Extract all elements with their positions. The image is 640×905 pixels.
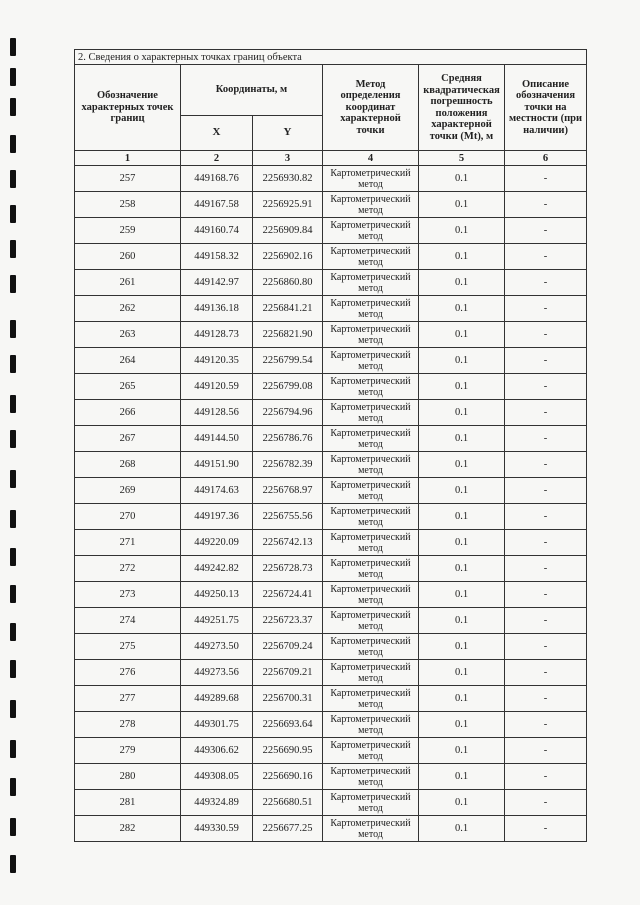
binding-hole [10,135,16,153]
table-row [75,816,587,842]
method-cell: Картометрический метод [323,738,419,764]
x-coordinate-cell: 449167.58 [181,192,253,218]
column-number: 2 [181,151,253,166]
y-coordinate-cell: 2256693.64 [253,712,323,738]
table-row [75,166,587,192]
x-coordinate-cell: 449174.63 [181,478,253,504]
binding-hole [10,38,16,56]
y-coordinate-cell: 2256677.25 [253,816,323,842]
description-cell: - [505,764,587,790]
binding-hole [10,395,16,413]
y-coordinate-cell: 2256786.76 [253,426,323,452]
x-coordinate-cell: 449330.59 [181,816,253,842]
table-row [75,192,587,218]
description-cell: - [505,452,587,478]
y-coordinate-cell: 2256690.16 [253,764,323,790]
accuracy-cell: 0.1 [419,218,505,244]
header-accuracy: Средняя квадратическая погрешность положения характерной точки (Mt), м [419,65,505,151]
point-number-cell: 263 [75,322,181,348]
description-cell: - [505,348,587,374]
method-cell: Картометрический метод [323,244,419,270]
point-number-cell: 257 [75,166,181,192]
x-coordinate-cell: 449151.90 [181,452,253,478]
binding-hole [10,320,16,338]
point-number-cell: 280 [75,764,181,790]
binding-hole [10,778,16,796]
method-cell: Картометрический метод [323,530,419,556]
method-cell: Картометрический метод [323,660,419,686]
point-number-cell: 259 [75,218,181,244]
method-cell: Картометрический метод [323,634,419,660]
table-row [75,582,587,608]
point-number-cell: 274 [75,608,181,634]
method-cell: Картометрический метод [323,608,419,634]
binding-hole [10,548,16,566]
method-cell: Картометрический метод [323,504,419,530]
y-coordinate-cell: 2256680.51 [253,790,323,816]
x-coordinate-cell: 449306.62 [181,738,253,764]
binding-hole [10,430,16,448]
table-row [75,738,587,764]
x-coordinate-cell: 449120.35 [181,348,253,374]
accuracy-cell: 0.1 [419,530,505,556]
method-cell: Картометрический метод [323,426,419,452]
y-coordinate-cell: 2256821.90 [253,322,323,348]
method-cell: Картометрический метод [323,322,419,348]
description-cell: - [505,634,587,660]
method-cell: Картометрический метод [323,296,419,322]
binding-hole [10,275,16,293]
point-number-cell: 258 [75,192,181,218]
accuracy-cell: 0.1 [419,426,505,452]
point-number-cell: 276 [75,660,181,686]
accuracy-cell: 0.1 [419,348,505,374]
table-row [75,504,587,530]
description-cell: - [505,218,587,244]
table-row [75,660,587,686]
accuracy-cell: 0.1 [419,764,505,790]
y-coordinate-cell: 2256709.24 [253,634,323,660]
description-cell: - [505,686,587,712]
description-cell: - [505,322,587,348]
method-cell: Картометрический метод [323,192,419,218]
binding-hole [10,623,16,641]
binding-hole [10,700,16,718]
y-coordinate-cell: 2256690.95 [253,738,323,764]
table-row [75,686,587,712]
x-coordinate-cell: 449128.73 [181,322,253,348]
accuracy-cell: 0.1 [419,244,505,270]
column-number: 1 [75,151,181,166]
x-coordinate-cell: 449160.74 [181,218,253,244]
point-number-cell: 277 [75,686,181,712]
x-coordinate-cell: 449120.59 [181,374,253,400]
document-sheet [74,49,586,842]
point-number-cell: 269 [75,478,181,504]
binding-holes [8,0,20,905]
table-row [75,322,587,348]
y-coordinate-cell: 2256860.80 [253,270,323,296]
description-cell: - [505,270,587,296]
accuracy-cell: 0.1 [419,400,505,426]
table-row [75,348,587,374]
x-coordinate-cell: 449168.76 [181,166,253,192]
binding-hole [10,98,16,116]
method-cell: Картометрический метод [323,374,419,400]
header-y: Y [253,116,323,151]
description-cell: - [505,790,587,816]
description-cell: - [505,244,587,270]
binding-hole [10,510,16,528]
column-number: 6 [505,151,587,166]
table-row [75,296,587,322]
accuracy-cell: 0.1 [419,738,505,764]
x-coordinate-cell: 449142.97 [181,270,253,296]
x-coordinate-cell: 449273.50 [181,634,253,660]
binding-hole [10,818,16,836]
y-coordinate-cell: 2256841.21 [253,296,323,322]
point-number-cell: 281 [75,790,181,816]
method-cell: Картометрический метод [323,478,419,504]
binding-hole [10,355,16,373]
section-title: 2. Сведения о характерных точках границ объекта [75,50,587,65]
point-number-cell: 271 [75,530,181,556]
accuracy-cell: 0.1 [419,712,505,738]
description-cell: - [505,166,587,192]
accuracy-cell: 0.1 [419,322,505,348]
accuracy-cell: 0.1 [419,478,505,504]
table-row [75,218,587,244]
table-row [75,426,587,452]
accuracy-cell: 0.1 [419,296,505,322]
table-row [75,712,587,738]
method-cell: Картометрический метод [323,218,419,244]
method-cell: Картометрический метод [323,790,419,816]
point-number-cell: 261 [75,270,181,296]
accuracy-cell: 0.1 [419,452,505,478]
method-cell: Картометрический метод [323,348,419,374]
point-number-cell: 267 [75,426,181,452]
table-row [75,374,587,400]
accuracy-cell: 0.1 [419,166,505,192]
point-number-cell: 278 [75,712,181,738]
description-cell: - [505,478,587,504]
accuracy-cell: 0.1 [419,686,505,712]
description-cell: - [505,556,587,582]
y-coordinate-cell: 2256768.97 [253,478,323,504]
description-cell: - [505,660,587,686]
x-coordinate-cell: 449136.18 [181,296,253,322]
point-number-cell: 264 [75,348,181,374]
accuracy-cell: 0.1 [419,192,505,218]
x-coordinate-cell: 449128.56 [181,400,253,426]
y-coordinate-cell: 2256799.54 [253,348,323,374]
description-cell: - [505,374,587,400]
accuracy-cell: 0.1 [419,608,505,634]
description-cell: - [505,192,587,218]
header-designation: Обозначение характерных точек границ [75,65,181,151]
column-number: 4 [323,151,419,166]
binding-hole [10,470,16,488]
y-coordinate-cell: 2256755.56 [253,504,323,530]
accuracy-cell: 0.1 [419,816,505,842]
method-cell: Картометрический метод [323,686,419,712]
method-cell: Картометрический метод [323,764,419,790]
table-row [75,452,587,478]
x-coordinate-cell: 449158.32 [181,244,253,270]
accuracy-cell: 0.1 [419,374,505,400]
table-row [75,478,587,504]
x-coordinate-cell: 449144.50 [181,426,253,452]
y-coordinate-cell: 2256782.39 [253,452,323,478]
x-coordinate-cell: 449251.75 [181,608,253,634]
header-coordinates: Координаты, м [181,65,323,116]
y-coordinate-cell: 2256925.91 [253,192,323,218]
table-row [75,556,587,582]
accuracy-cell: 0.1 [419,582,505,608]
column-number: 5 [419,151,505,166]
description-cell: - [505,504,587,530]
x-coordinate-cell: 449197.36 [181,504,253,530]
header-description: Описание обозначения точки на местности (при наличии) [505,65,587,151]
binding-hole [10,240,16,258]
accuracy-cell: 0.1 [419,790,505,816]
accuracy-cell: 0.1 [419,504,505,530]
accuracy-cell: 0.1 [419,634,505,660]
header-method: Метод определения координат характерной точки [323,65,419,151]
header-x: X [181,116,253,151]
point-number-cell: 266 [75,400,181,426]
point-number-cell: 260 [75,244,181,270]
x-coordinate-cell: 449250.13 [181,582,253,608]
description-cell: - [505,816,587,842]
y-coordinate-cell: 2256930.82 [253,166,323,192]
y-coordinate-cell: 2256794.96 [253,400,323,426]
x-coordinate-cell: 449220.09 [181,530,253,556]
table-row [75,530,587,556]
point-number-cell: 279 [75,738,181,764]
binding-hole [10,205,16,223]
description-cell: - [505,712,587,738]
description-cell: - [505,738,587,764]
x-coordinate-cell: 449301.75 [181,712,253,738]
binding-hole [10,660,16,678]
y-coordinate-cell: 2256700.31 [253,686,323,712]
y-coordinate-cell: 2256742.13 [253,530,323,556]
description-cell: - [505,608,587,634]
table-body [75,166,587,842]
accuracy-cell: 0.1 [419,556,505,582]
point-number-cell: 270 [75,504,181,530]
y-coordinate-cell: 2256724.41 [253,582,323,608]
binding-hole [10,740,16,758]
description-cell: - [505,582,587,608]
binding-hole [10,68,16,86]
point-number-cell: 268 [75,452,181,478]
table-row [75,790,587,816]
method-cell: Картометрический метод [323,400,419,426]
binding-hole [10,585,16,603]
x-coordinate-cell: 449242.82 [181,556,253,582]
y-coordinate-cell: 2256728.73 [253,556,323,582]
x-coordinate-cell: 449289.68 [181,686,253,712]
x-coordinate-cell: 449324.89 [181,790,253,816]
table-row [75,764,587,790]
y-coordinate-cell: 2256723.37 [253,608,323,634]
point-number-cell: 262 [75,296,181,322]
x-coordinate-cell: 449308.05 [181,764,253,790]
description-cell: - [505,296,587,322]
point-number-cell: 282 [75,816,181,842]
method-cell: Картометрический метод [323,816,419,842]
boundary-points-table [74,49,587,842]
point-number-cell: 265 [75,374,181,400]
table-row [75,270,587,296]
method-cell: Картометрический метод [323,712,419,738]
description-cell: - [505,426,587,452]
y-coordinate-cell: 2256709.21 [253,660,323,686]
binding-hole [10,170,16,188]
table-row [75,244,587,270]
accuracy-cell: 0.1 [419,270,505,296]
point-number-cell: 273 [75,582,181,608]
table-row [75,400,587,426]
y-coordinate-cell: 2256799.08 [253,374,323,400]
binding-hole [10,855,16,873]
method-cell: Картометрический метод [323,270,419,296]
accuracy-cell: 0.1 [419,660,505,686]
point-number-cell: 275 [75,634,181,660]
point-number-cell: 272 [75,556,181,582]
column-number: 3 [253,151,323,166]
method-cell: Картометрический метод [323,452,419,478]
method-cell: Картометрический метод [323,166,419,192]
x-coordinate-cell: 449273.56 [181,660,253,686]
description-cell: - [505,530,587,556]
y-coordinate-cell: 2256909.84 [253,218,323,244]
method-cell: Картометрический метод [323,556,419,582]
y-coordinate-cell: 2256902.16 [253,244,323,270]
description-cell: - [505,400,587,426]
table-row [75,634,587,660]
method-cell: Картометрический метод [323,582,419,608]
table-row [75,608,587,634]
